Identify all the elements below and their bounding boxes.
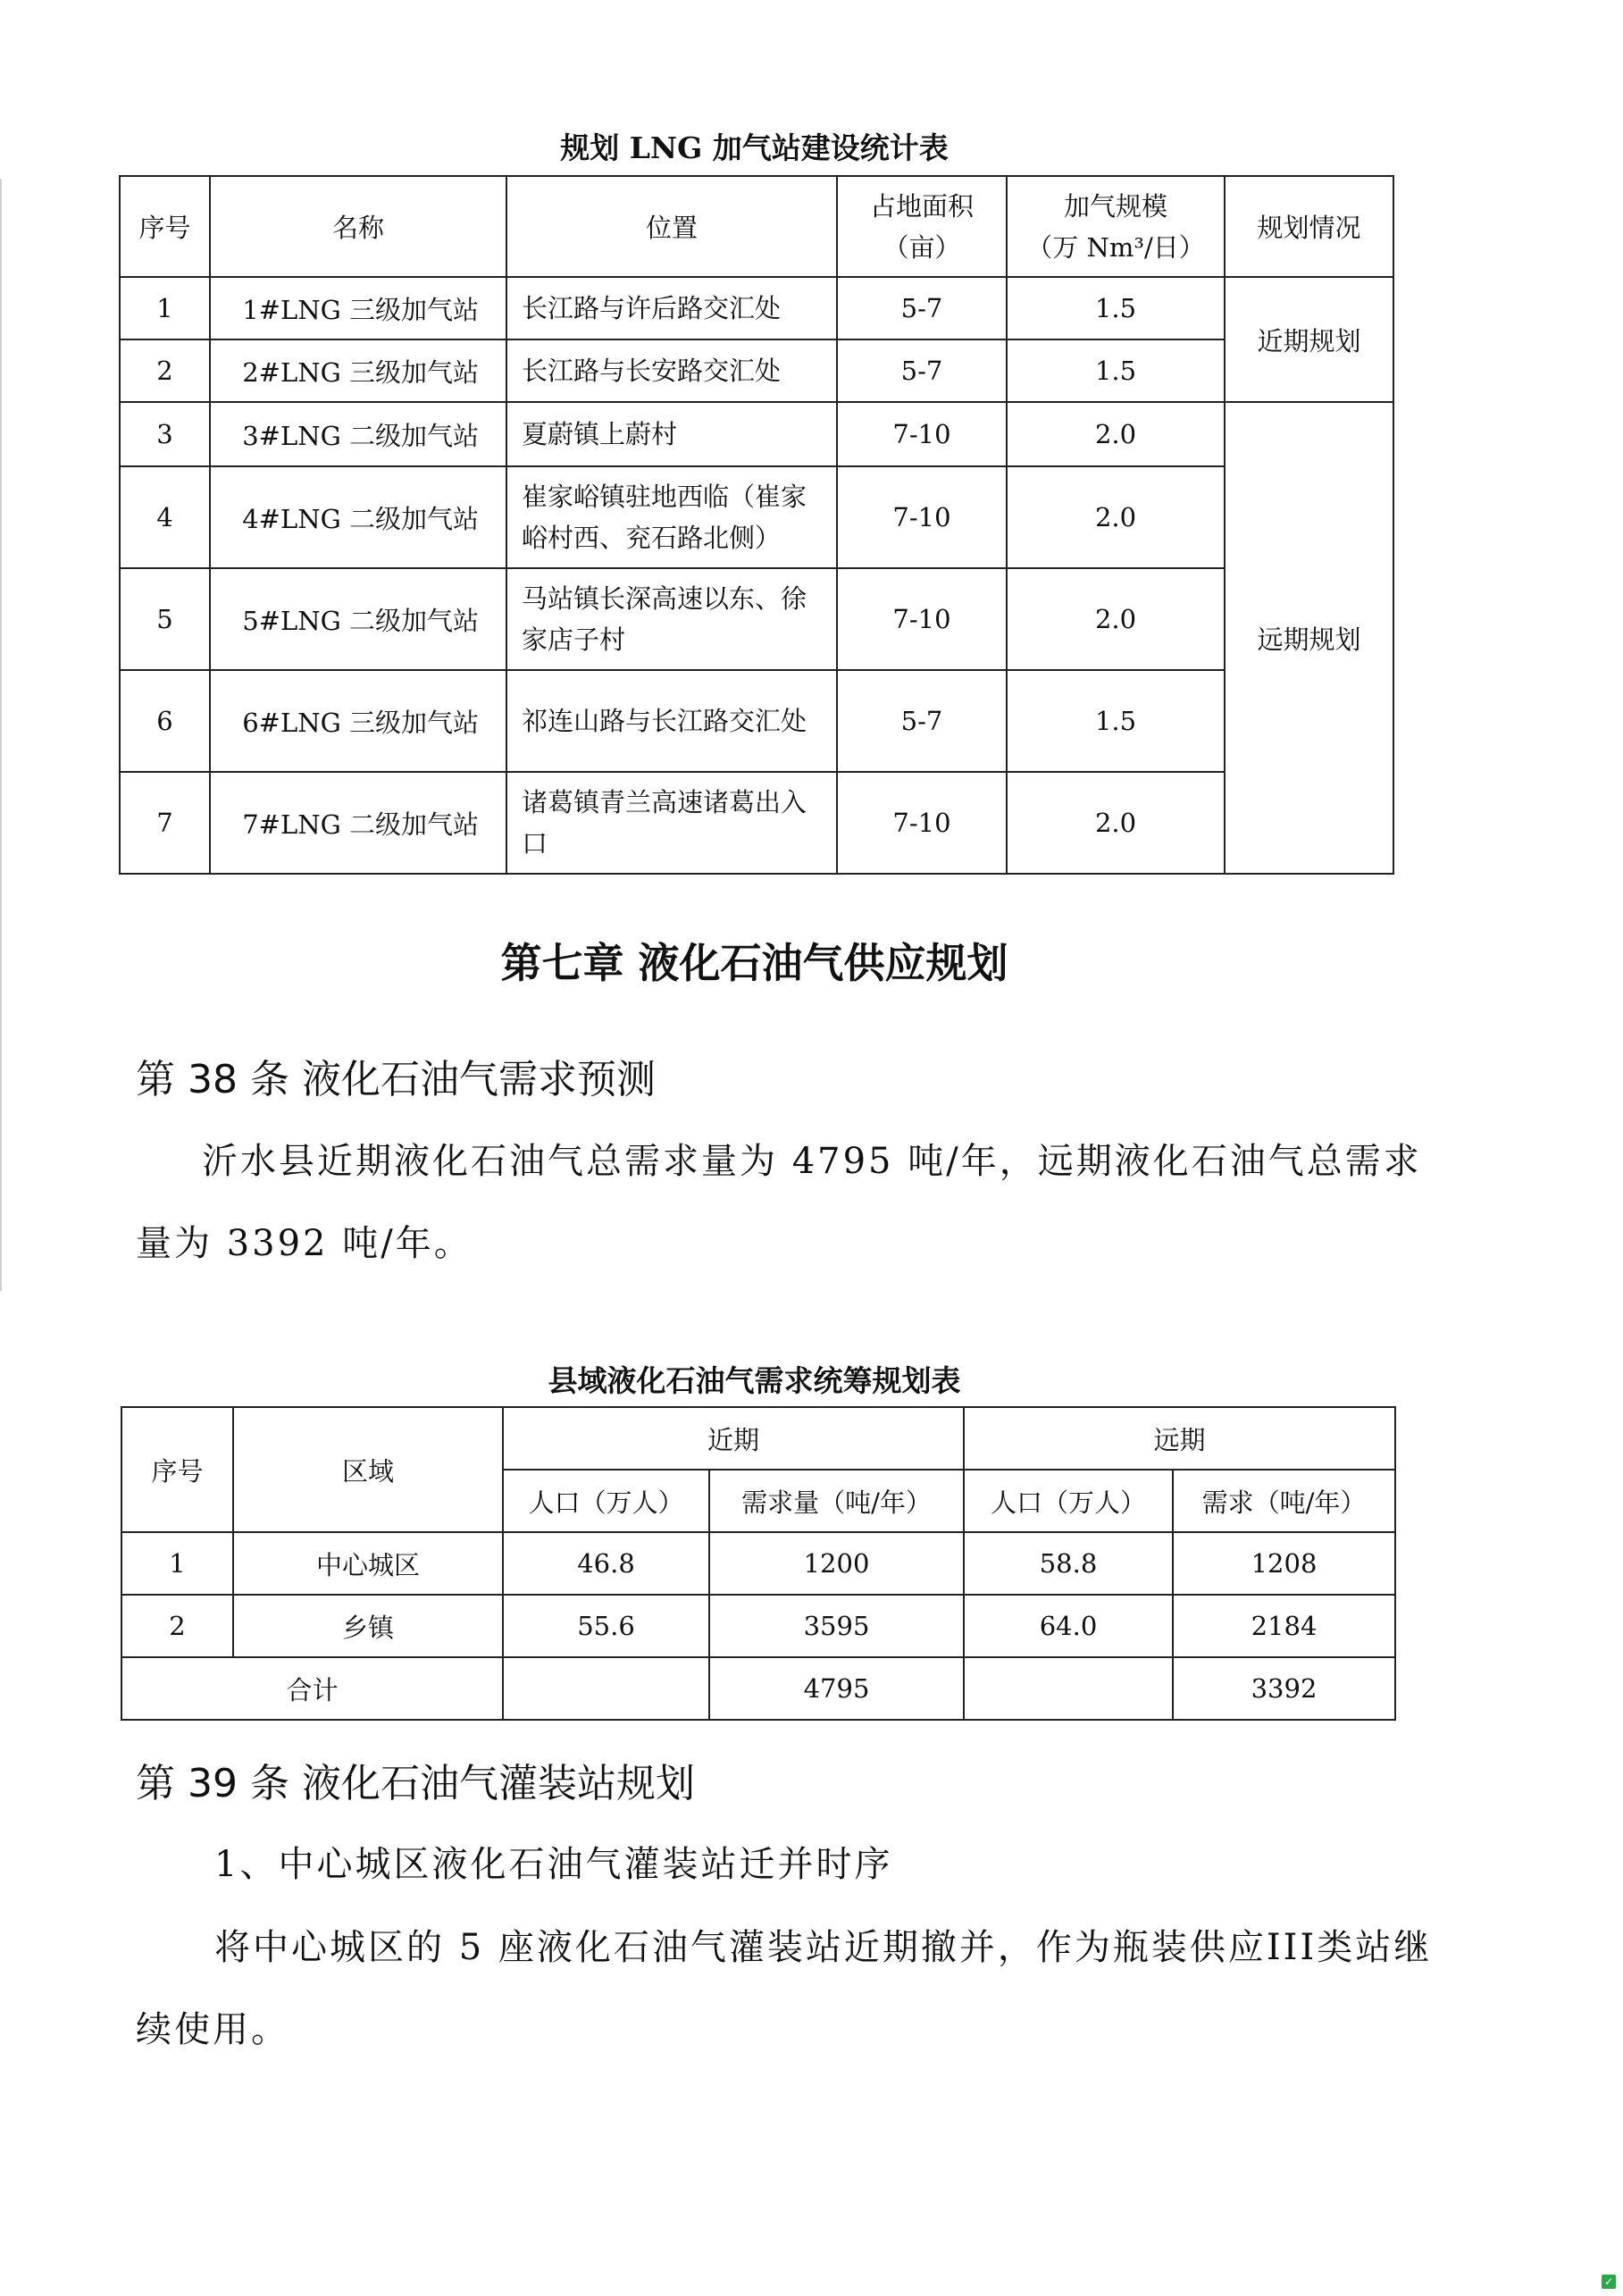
cell-name: 2#LNG 三级加气站 — [210, 339, 506, 402]
table-header-row — [120, 176, 1393, 277]
cell-pop-far: 58.8 — [964, 1532, 1173, 1595]
cell-area: 7-10 — [837, 466, 1007, 568]
cell-scale: 2.0 — [1007, 402, 1225, 466]
cell-location: 夏蔚镇上蔚村 — [506, 402, 837, 466]
cell-no: 1 — [121, 1532, 233, 1595]
cell-demand-near: 1200 — [709, 1532, 964, 1595]
table-row — [120, 466, 1393, 568]
cell-area: 5-7 — [837, 670, 1007, 772]
cell-demand-near: 3595 — [709, 1595, 964, 1657]
header-area-line2: （亩） — [883, 231, 961, 263]
header-region: 区域 — [233, 1407, 503, 1532]
cell-area: 7-10 — [837, 568, 1007, 670]
cell-location: 诸葛镇青兰高速诸葛出入口 — [506, 772, 837, 874]
cell-total-demand-near: 4795 — [709, 1657, 964, 1720]
header-name: 名称 — [210, 176, 506, 277]
cell-region: 乡镇 — [233, 1595, 503, 1657]
cell-name: 6#LNG 三级加气站 — [210, 670, 506, 772]
cell-region: 中心城区 — [233, 1532, 503, 1595]
header-no: 序号 — [120, 176, 210, 277]
cell-name: 1#LNG 三级加气站 — [210, 277, 506, 339]
header-far: 远期 — [964, 1407, 1395, 1470]
header-demand-near: 需求量（吨/年） — [709, 1470, 964, 1532]
table-header-row — [121, 1407, 1395, 1470]
cell-pop-near: 55.6 — [503, 1595, 709, 1657]
cell-total-pop-near — [503, 1657, 709, 1720]
header-scale-line1: 加气规模 — [1063, 190, 1167, 222]
header-scale-line2: （万 Nm³/日） — [1026, 231, 1205, 263]
header-plan: 规划情况 — [1225, 176, 1393, 277]
cell-name: 5#LNG 二级加气站 — [210, 568, 506, 670]
header-pop-near: 人口（万人） — [503, 1470, 709, 1532]
article-38-title: 第 38 条 液化石油气需求预测 — [136, 1057, 656, 1102]
header-pop-far: 人口（万人） — [964, 1470, 1173, 1532]
cell-scale: 2.0 — [1007, 568, 1225, 670]
table-row — [120, 339, 1393, 402]
article-39-para-line1: 将中心城区的 5 座液化石油气灌装站近期撤并，作为瓶装供应III类站继 — [214, 1927, 1433, 1968]
cell-area: 7-10 — [837, 402, 1007, 466]
header-scale — [1007, 176, 1225, 277]
cell-location: 长江路与长安路交汇处 — [506, 339, 837, 402]
cell-scale: 1.5 — [1007, 339, 1225, 402]
cell-no: 4 — [120, 466, 210, 568]
header-area-line1: 占地面积 — [869, 190, 974, 222]
cell-plan-near: 近期规划 — [1225, 277, 1393, 402]
cell-no: 2 — [121, 1595, 233, 1657]
table1-caption: 规划 LNG 加气站建设统计表 — [560, 130, 949, 165]
table-row — [120, 568, 1393, 670]
article-38-para-line2: 量为 3392 吨/年。 — [136, 1223, 473, 1264]
header-demand-far: 需求（吨/年） — [1173, 1470, 1395, 1532]
header-near: 近期 — [503, 1407, 964, 1470]
cell-location: 崔家峪镇驻地西临（崔家峪村西、兖石路北侧） — [506, 466, 837, 568]
cell-total-demand-far: 3392 — [1173, 1657, 1395, 1720]
cell-name: 4#LNG 二级加气站 — [210, 466, 506, 568]
cell-location: 祁连山路与长江路交汇处 — [506, 670, 837, 772]
table-row — [120, 277, 1393, 339]
cell-area: 7-10 — [837, 772, 1007, 874]
cell-scale: 2.0 — [1007, 772, 1225, 874]
article-39-para-line2: 续使用。 — [136, 2009, 289, 2050]
cell-demand-far: 1208 — [1173, 1532, 1395, 1595]
cell-pop-near: 46.8 — [503, 1532, 709, 1595]
table-total-row — [121, 1657, 1395, 1720]
cell-no: 5 — [120, 568, 210, 670]
cell-scale: 1.5 — [1007, 670, 1225, 772]
cell-no: 7 — [120, 772, 210, 874]
cell-pop-far: 64.0 — [964, 1595, 1173, 1657]
table-row — [120, 402, 1393, 466]
article-39-title: 第 39 条 液化石油气灌装站规划 — [136, 1761, 695, 1806]
cell-area: 5-7 — [837, 277, 1007, 339]
cell-no: 1 — [120, 277, 210, 339]
cell-scale: 2.0 — [1007, 466, 1225, 568]
chapter-title: 第七章 液化石油气供应规划 — [500, 939, 1008, 987]
header-area — [837, 176, 1007, 277]
article-39-item1: 1、中心城区液化石油气灌装站迁并时序 — [214, 1844, 893, 1885]
cell-location: 马站镇长深高速以东、徐家店子村 — [506, 568, 837, 670]
cell-total-pop-far — [964, 1657, 1173, 1720]
lpg-demand-table — [121, 1406, 1396, 1721]
cell-no: 2 — [120, 339, 210, 402]
table-row — [121, 1532, 1395, 1595]
header-no: 序号 — [121, 1407, 233, 1532]
header-location: 位置 — [506, 176, 837, 277]
cell-total-label: 合计 — [121, 1657, 503, 1720]
cell-no: 3 — [120, 402, 210, 466]
cell-no: 6 — [120, 670, 210, 772]
table-row — [120, 772, 1393, 874]
cell-location: 长江路与许后路交汇处 — [506, 277, 837, 339]
cell-name: 7#LNG 二级加气站 — [210, 772, 506, 874]
corner-check-icon: ✓ — [1602, 2275, 1616, 2289]
page-edge-line — [0, 179, 2, 1291]
table-row — [121, 1595, 1395, 1657]
table-row — [120, 670, 1393, 772]
article-38-para-line1: 沂水县近期液化石油气总需求量为 4795 吨/年，远期液化石油气总需求 — [202, 1141, 1422, 1182]
cell-scale: 1.5 — [1007, 277, 1225, 339]
table2-caption: 县域液化石油气需求统筹规划表 — [548, 1363, 961, 1398]
cell-plan-far: 远期规划 — [1225, 402, 1393, 874]
lng-station-table — [119, 175, 1394, 875]
cell-demand-far: 2184 — [1173, 1595, 1395, 1657]
cell-name: 3#LNG 二级加气站 — [210, 402, 506, 466]
cell-area: 5-7 — [837, 339, 1007, 402]
